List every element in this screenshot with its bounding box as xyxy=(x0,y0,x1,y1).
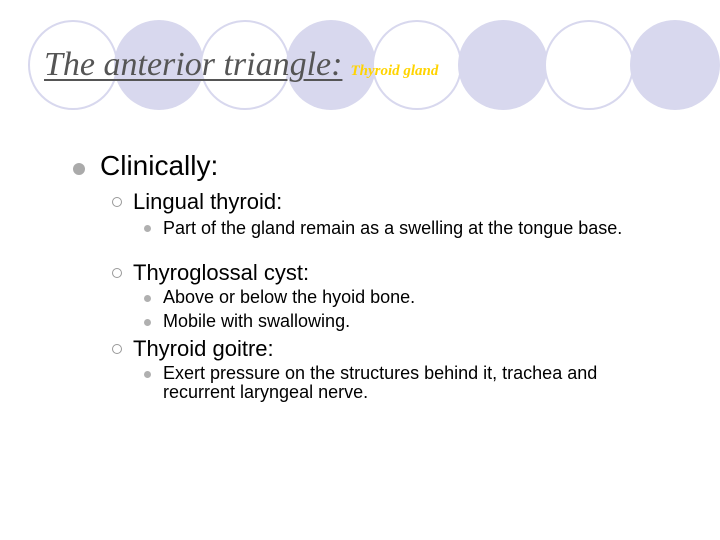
bullet-dot-icon xyxy=(144,371,151,378)
section-label: Lingual thyroid: xyxy=(133,189,283,214)
section-point: Mobile with swallowing. xyxy=(163,311,351,331)
bullet-ring-icon xyxy=(112,344,122,354)
subtitle-text: Thyroid gland xyxy=(350,63,439,79)
title-text: The anterior triangle: xyxy=(44,46,343,83)
heading-clinically: Clinically: xyxy=(100,150,219,181)
bullet-ring-icon xyxy=(112,268,122,278)
bullet-ring-icon xyxy=(112,197,122,207)
section-point: Exert pressure on the structures behind it, trachea and recurrent laryngeal nerve. xyxy=(163,363,598,402)
bullet-dot-icon xyxy=(144,295,151,302)
section-point: Part of the gland remain as a swelling at the tongue base. xyxy=(163,218,623,238)
section-label: Thyroid goitre: xyxy=(133,336,274,361)
bullet-filled-icon xyxy=(73,163,85,175)
bullet-dot-icon xyxy=(144,225,151,232)
section-point: Above or below the hyoid bone. xyxy=(163,287,416,307)
bullet-dot-icon xyxy=(144,319,151,326)
section-label: Thyroglossal cyst: xyxy=(133,260,310,285)
